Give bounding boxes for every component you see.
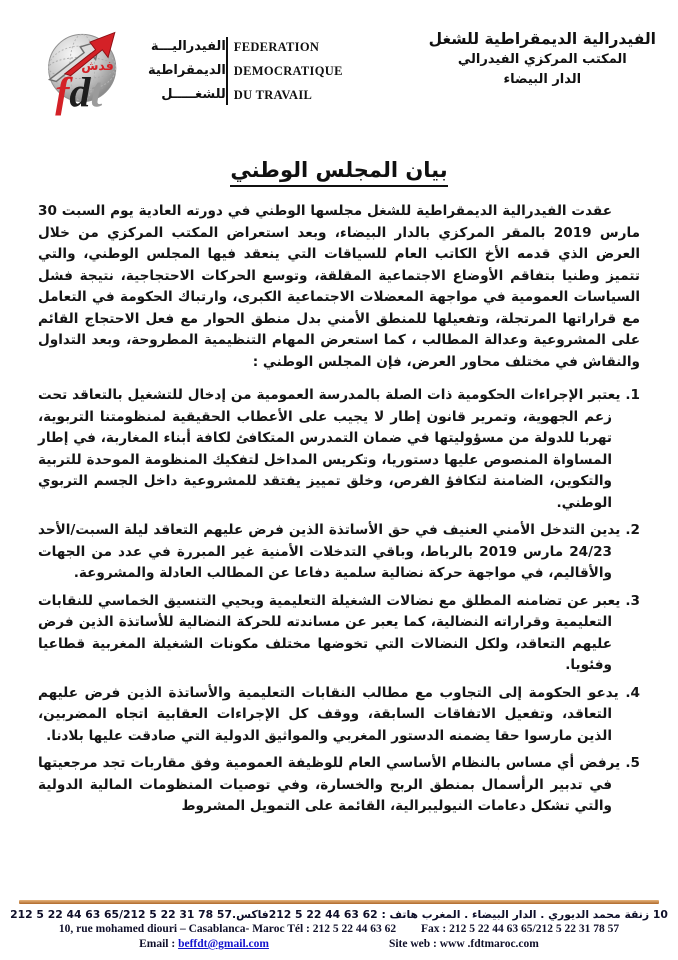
item-number: 5.: [625, 755, 641, 771]
footer-siteweb: Site web : www .fdtmaroc.com: [388, 938, 539, 950]
footer-ar-fax-number: 212 5 22 44 63 65/212 5 22 31 78 57: [10, 908, 232, 921]
footer-ar-tel-label: هاتف :: [381, 908, 418, 921]
footer-address-french: [0, 922, 678, 937]
item-text: يرفض أي مساس بالنظام الأساسي العام للوظيفة العمومية وفق مقاربات تجد مرجعيتها في تدبير الرأسمال بمنطق الربح والخسارة، وفي توصيات المنظومات المالية الدولية والتي تشكل دعامات النيوليبرالية، القائمة على التمويل المشروط: [38, 755, 621, 814]
logo-ar-line1: الفيدراليـــة: [150, 39, 226, 54]
intro-paragraph: عقدت الفيدرالية الديمقراطية للشغل مجلسها الوطني في دورته العادية يوم السبت 30 مارس 2019 بالمقر المركزي بالدار البيضاء، وبعد استعراض المكتب المركزي من خلال العرض الذي قدمه الأخ الكاتب العام للسياقات التي ينعقد فيها المجلس الوطني، والتي تتميز وطنيا بتفاقم الأوضاع الاجتماعية المقلقة، وتوسع الحركات الاحتجاجية، نتيجة فشل السياسات العمومية في مواجهة المعضلات الاجتماعية الكبرى، وارتباك الحكومة في التعامل مع قراراتها المرتجلة، وتفعيلها للمنطق الأمني بدل منطق الحوار مع فعل الاحتجاج القائم على المشروعية وعدالة المطالب ، كما استعرض المهام التنظيمية المطروحة، وبعد التداول والنقاش في مختلف محاور العرض، فإن المجلس الوطني :: [38, 203, 640, 370]
org-bureau: المكتب المركزي الفيدرالي: [457, 52, 627, 67]
page-title: بيان المجلس الوطني: [230, 158, 447, 187]
list-item: [38, 683, 640, 748]
logo-fr-line3: DU TRAVAIL: [233, 88, 313, 102]
list-item: [38, 385, 640, 514]
footer-ar-address: 10 زنقة محمد الديوري . الدار البيضاء . المغرب: [421, 908, 668, 921]
footer-address-arabic: [0, 907, 678, 922]
svg-text:fdt: fdt: [55, 69, 103, 116]
logo-arabic-name: [142, 35, 226, 107]
footer-ar-tel-number: 212 5 22 44 63 62: [268, 908, 378, 921]
logo-fr-line2: DEMOCRATIQUE: [233, 64, 343, 78]
logo-ar-line3: للشغـــــل: [161, 87, 226, 102]
logo-fr-line1: FEDERATION: [233, 40, 320, 54]
item-text: يدين التدخل الأمني العنيف في حق الأساتذة الذين فرض عليهم التعاقد ليلة السبت/الأحد 24/23 مارس 2019 بالرباط، وباقي التدخلات الأمنية غير المبررة في عدد من الجهات والأقاليم، في مواجهة حركة نضالية سلمية دفاعا عن المطالب العادلة والمشروعة.: [38, 522, 621, 581]
fdt-logo: [38, 20, 343, 116]
org-city: الدار البيضاء: [503, 72, 582, 87]
list-item: [38, 753, 640, 818]
item-text: يعبر عن تضامنه المطلق مع نضالات الشغيلة التعليمية ويحيي التنسيق الخماسي للنقابات التعليمية وقراراته النضالية، كما يعبر عن مساندته للحركة النضالية للأساتذة الذين فرض عليهم التعاقد، ولكل النضالات التي تخوضها مختلف مكونات الشغيلة المغربية قطاعيا وفئويا.: [38, 592, 621, 673]
logo-wordmark: [142, 35, 343, 107]
item-text: يعتبر الإجراءات الحكومية ذات الصلة بالمدرسة العمومية من إدخال للتشغيل بالتعاقد تحت زعم الجهوية، وتمرير قانون إطار لا يجيب على الأعطاب الحقيقية لمنظومتنا التربوية، تهربا للدولة من مسؤوليتها في ضمان التمدرس المتكافئ لكافة أبناء المغاربة، في إطار المساواة المنصوص عليها دستوريا، وتكريس المداخل لتفكيك المنظومة الموحدة للتربية والتكوين، الضامنة لتكافؤ الفرص، وخلق تمييز يفتقد للمشروعية داخل الجسم التربوي الوطني.: [38, 387, 621, 511]
list-item: [38, 520, 640, 585]
document-header: [0, 0, 678, 116]
logo-ar-line2: الديمقراطية: [148, 63, 226, 78]
document-footer: [0, 900, 678, 952]
footer-contact-line: [0, 937, 678, 952]
logo-french-name: [228, 35, 343, 107]
item-number: 3.: [625, 592, 640, 609]
email-label: Email :: [139, 938, 179, 950]
globe-arabic-text: فدش: [81, 57, 114, 73]
footer-fr-address-tel: 10, rue mohamed diouri – Casablanca- Maroc Tél : 212 5 22 44 63 62: [58, 923, 397, 935]
item-text: يدعو الحكومة إلى التجاوب مع مطالب النقابات التعليمية والأساتذة الذين فرض عليهم التعاقد، وتفعيل الاتفاقات السابقة، ووقف كل الإجراءات العقابية اتجاه المضربين، الذين مارسوا حقا يضمنه الدستور المغربي والمواثيق الدولية التي صادقت عليها بلادنا.: [38, 684, 619, 744]
item-number: 1.: [625, 387, 641, 403]
title-wrapper: [0, 158, 678, 187]
footer-ar-fax-label: فاكس.: [231, 908, 269, 921]
email-link[interactable]: beffdt@gmail.com: [178, 938, 269, 950]
item-number: 2.: [625, 522, 640, 538]
footer-fr-fax: Fax : 212 5 22 44 63 65/212 5 22 31 78 57: [421, 923, 620, 935]
fdt-globe-logo-icon: [38, 20, 134, 116]
org-name: الفيدرالية الديمقراطية للشغل: [428, 30, 656, 48]
footer-email: [139, 937, 269, 952]
item-number: 4.: [625, 684, 640, 701]
organization-header: [429, 28, 656, 90]
resolutions-list: [38, 385, 640, 818]
footer-divider: [19, 900, 659, 904]
list-item: [38, 591, 640, 677]
